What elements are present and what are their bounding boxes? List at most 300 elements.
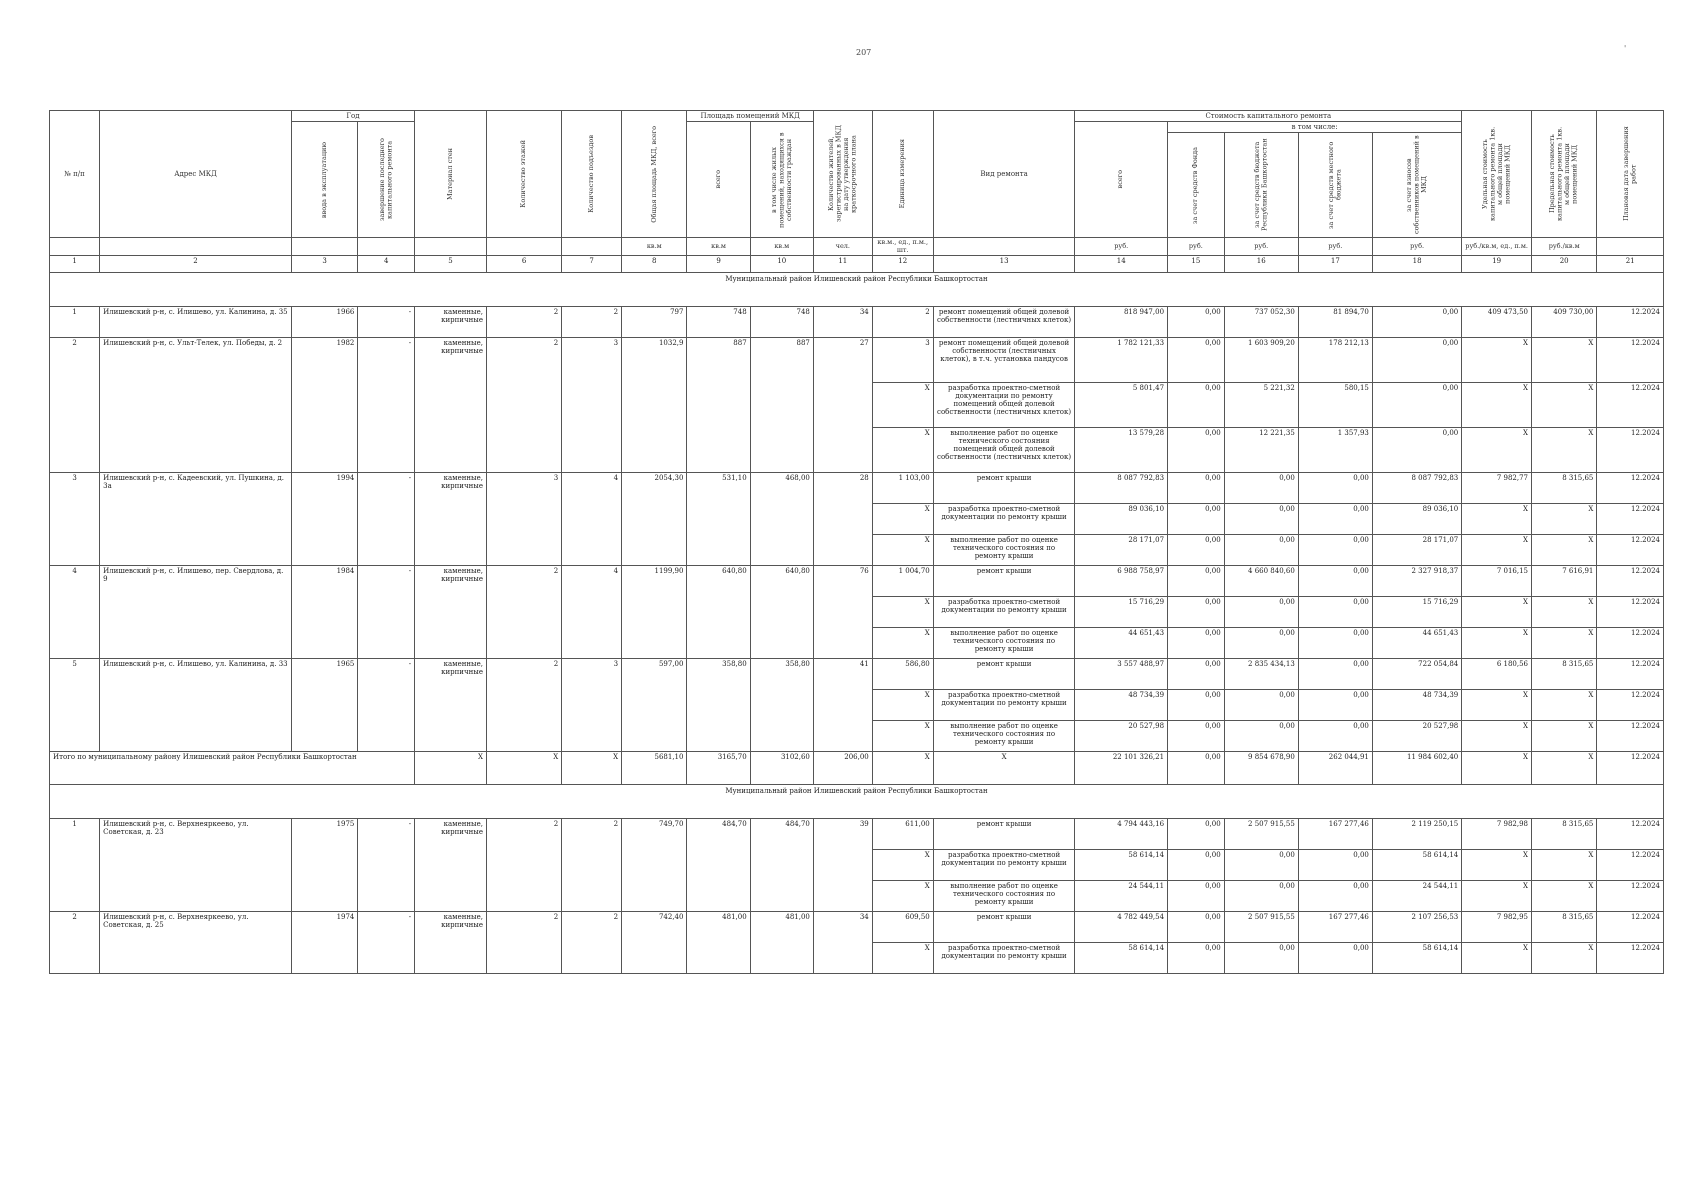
hdr-owners: за счет взносов собственников помещений в МКД [1372, 133, 1461, 238]
unit-label: руб. [1075, 238, 1168, 256]
cost-owners: 11 984 602,40 [1372, 752, 1461, 785]
cost-fund: 0,00 [1168, 912, 1225, 943]
cost-owners: 0,00 [1372, 338, 1461, 383]
repair-kind: ремонт помещений общей долевой собственности (лестничных клеток) [933, 307, 1075, 338]
col-number: 6 [486, 256, 561, 273]
planned-date: 12.2024 [1597, 597, 1664, 628]
col-number: 8 [622, 256, 687, 273]
unit-label: руб. [1224, 238, 1298, 256]
cost-total: 13 579,28 [1075, 428, 1168, 473]
planned-date: 12.2024 [1597, 721, 1664, 752]
unit-label: руб./кв.м [1532, 238, 1597, 256]
commission-year: 1984 [291, 566, 357, 659]
entrances: 3 [562, 338, 622, 473]
hdr-specific-cost: Удельная стоимость капитального ремонта 1кв. м общей площади помещений МКД [1462, 111, 1532, 238]
area-all: 358,80 [687, 659, 750, 752]
area-all: 481,00 [687, 912, 750, 974]
cost-local: 167 277,46 [1298, 912, 1372, 943]
residents: 28 [813, 473, 872, 566]
cost-owners: 2 107 256,53 [1372, 912, 1461, 943]
unit-value: X [872, 383, 933, 428]
cost-republic: 12 221,35 [1224, 428, 1298, 473]
specific-cost: X [1462, 535, 1532, 566]
limit-cost: X [1532, 721, 1597, 752]
cost-local: 0,00 [1298, 690, 1372, 721]
cost-local: 0,00 [1298, 566, 1372, 597]
house-address: Илишевский р-н, с. Верхнеяркеево, ул. Советская, д. 23 [100, 819, 292, 912]
last-repair: - [358, 819, 415, 912]
cost-owners: 58 614,14 [1372, 943, 1461, 974]
repair-kind: ремонт крыши [933, 912, 1075, 943]
hdr-including: в том числе: [1168, 122, 1462, 133]
total-area: 597,00 [622, 659, 687, 752]
hdr-area-private: в том числе жилых помещений, находящихся в собственности граждан [750, 122, 813, 238]
area-all: 3165,70 [687, 752, 750, 785]
repair-kind: ремонт крыши [933, 566, 1075, 597]
planned-date: 12.2024 [1597, 752, 1664, 785]
cost-fund: 0,00 [1168, 850, 1225, 881]
hdr-area-all: всего [687, 122, 750, 238]
cost-fund: 0,00 [1168, 338, 1225, 383]
col-number: 16 [1224, 256, 1298, 273]
wall-material: каменные, кирпичные [415, 659, 487, 752]
specific-cost: 7 982,98 [1462, 819, 1532, 850]
limit-cost: X [1532, 690, 1597, 721]
specific-cost: X [1462, 504, 1532, 535]
cost-total: 44 651,43 [1075, 628, 1168, 659]
cost-fund: 0,00 [1168, 943, 1225, 974]
cost-local: 0,00 [1298, 628, 1372, 659]
house-address: Илишевский р-н, с. Илишево, ул. Калинина, д. 33 [100, 659, 292, 752]
table-row [50, 473, 1664, 504]
cost-owners: 44 651,43 [1372, 628, 1461, 659]
planned-date: 12.2024 [1597, 338, 1664, 383]
unit-value: X [872, 943, 933, 974]
area-private: 358,80 [750, 659, 813, 752]
wall-material: каменные, кирпичные [415, 566, 487, 659]
cost-republic: 2 507 915,55 [1224, 912, 1298, 943]
cost-total: 48 734,39 [1075, 690, 1168, 721]
repair-kind: ремонт крыши [933, 659, 1075, 690]
last-repair: - [358, 912, 415, 974]
area-private: 484,70 [750, 819, 813, 912]
planned-date: 12.2024 [1597, 535, 1664, 566]
floors: 3 [486, 473, 561, 566]
unit-value: X [872, 690, 933, 721]
col-number: 13 [933, 256, 1075, 273]
total-area: 742,40 [622, 912, 687, 974]
unit-label: руб. [1168, 238, 1225, 256]
hdr-limit-cost: Предельная стоимость капитального ремонта 1кв. м общей площади помещений МКД [1532, 111, 1597, 238]
cost-local: 262 044,91 [1298, 752, 1372, 785]
cost-local: 0,00 [1298, 473, 1372, 504]
wall-material: каменные, кирпичные [415, 819, 487, 912]
cost-local: 0,00 [1298, 721, 1372, 752]
cost-total: 58 614,14 [1075, 943, 1168, 974]
residents: 39 [813, 819, 872, 912]
cost-owners: 8 087 792,83 [1372, 473, 1461, 504]
repair-kind: разработка проектно-сметной документации по ремонту помещений общей долевой собственности (лестничных клеток) [933, 383, 1075, 428]
entrances: 3 [562, 659, 622, 752]
unit-value: 611,00 [872, 819, 933, 850]
cost-total: 8 087 792,83 [1075, 473, 1168, 504]
cost-republic: 737 052,30 [1224, 307, 1298, 338]
unit-label: кв.м [750, 238, 813, 256]
total-area: 2054,30 [622, 473, 687, 566]
cost-local: 81 894,70 [1298, 307, 1372, 338]
hdr-cost-total: всего [1075, 122, 1168, 238]
col-number: 3 [291, 256, 357, 273]
units-row [50, 238, 1664, 256]
last-repair: - [358, 566, 415, 659]
cost-owners: 28 171,07 [1372, 535, 1461, 566]
cost-republic: 0,00 [1224, 943, 1298, 974]
col-number: 4 [358, 256, 415, 273]
last-repair: - [358, 338, 415, 473]
repair-kind: разработка проектно-сметной документации по ремонту крыши [933, 597, 1075, 628]
unit-value: X [872, 752, 933, 785]
unit-label: руб. [1372, 238, 1461, 256]
total-area: 749,70 [622, 819, 687, 912]
cost-republic: 2 507 915,55 [1224, 819, 1298, 850]
cost-republic: 2 835 434,13 [1224, 659, 1298, 690]
planned-date: 12.2024 [1597, 850, 1664, 881]
hdr-address: Адрес МКД [100, 111, 292, 238]
specific-cost: X [1462, 428, 1532, 473]
cost-total: 24 544,11 [1075, 881, 1168, 912]
entrances: 4 [562, 566, 622, 659]
floors: 2 [486, 338, 561, 473]
commission-year: 1975 [291, 819, 357, 912]
cost-fund: 0,00 [1168, 881, 1225, 912]
unit-label: кв.м [622, 238, 687, 256]
cost-republic: 9 854 678,90 [1224, 752, 1298, 785]
unit-value: X [872, 535, 933, 566]
row-number: 2 [50, 338, 100, 473]
unit-value: X [872, 721, 933, 752]
cost-total: 818 947,00 [1075, 307, 1168, 338]
house-address: Илишевский р-н, с. Ульт-Телек, ул. Победы, д. 2 [100, 338, 292, 473]
unit-value: X [872, 850, 933, 881]
house-address: Илишевский р-н, с. Верхнеяркеево, ул. Советская, д. 25 [100, 912, 292, 974]
commission-year: 1974 [291, 912, 357, 974]
section-title: Муниципальный район Илишевский район Республики Башкортостан [50, 273, 1664, 307]
repair-kind: выполнение работ по оценке технического состояния помещений общей долевой собственности (лестничных клеток) [933, 428, 1075, 473]
limit-cost: X [1532, 943, 1597, 974]
limit-cost: X [1532, 752, 1597, 785]
cost-fund: 0,00 [1168, 721, 1225, 752]
wall-material: каменные, кирпичные [415, 912, 487, 974]
hdr-residents: Количество жителей, зарегистрированных в МКД на дату утверждения краткосрочного плана [813, 111, 872, 238]
cost-fund: 0,00 [1168, 428, 1225, 473]
planned-date: 12.2024 [1597, 690, 1664, 721]
hdr-area-group: Площадь помещений МКД [687, 111, 813, 122]
col-number: 9 [687, 256, 750, 273]
section-title: Муниципальный район Илишевский район Республики Башкортостан [50, 785, 1664, 819]
total-area: 797 [622, 307, 687, 338]
specific-cost: X [1462, 690, 1532, 721]
cost-republic: 0,00 [1224, 473, 1298, 504]
cost-fund: 0,00 [1168, 690, 1225, 721]
limit-cost: 409 730,00 [1532, 307, 1597, 338]
cost-local: 0,00 [1298, 881, 1372, 912]
cost-fund: 0,00 [1168, 383, 1225, 428]
hdr-republic-budget: за счет средств бюджета Республики Башкортостан [1224, 133, 1298, 238]
repair-kind: разработка проектно-сметной документации по ремонту крыши [933, 690, 1075, 721]
specific-cost: X [1462, 597, 1532, 628]
total-area: 1199,90 [622, 566, 687, 659]
capital-repair-table [49, 110, 1664, 974]
col-number: 11 [813, 256, 872, 273]
cost-local: 0,00 [1298, 659, 1372, 690]
unit-value: X [872, 504, 933, 535]
col-number: 1 [50, 256, 100, 273]
cost-owners: 89 036,10 [1372, 504, 1461, 535]
col-number: 15 [1168, 256, 1225, 273]
row-number: 1 [50, 307, 100, 338]
residents: 27 [813, 338, 872, 473]
total-area: 1032,9 [622, 338, 687, 473]
cost-republic: 4 660 840,60 [1224, 566, 1298, 597]
repair-kind: выполнение работ по оценке технического состояния по ремонту крыши [933, 628, 1075, 659]
cost-total: 1 782 121,33 [1075, 338, 1168, 383]
hdr-year: Год [291, 111, 414, 122]
cost-total: 20 527,98 [1075, 721, 1168, 752]
planned-date: 12.2024 [1597, 659, 1664, 690]
area-all: 640,80 [687, 566, 750, 659]
cost-local: 0,00 [1298, 504, 1372, 535]
commission-year: 1982 [291, 338, 357, 473]
entrances: 4 [562, 473, 622, 566]
cost-owners: 58 614,14 [1372, 850, 1461, 881]
header-row-1 [50, 111, 1664, 122]
area-private: 748 [750, 307, 813, 338]
cost-local: 0,00 [1298, 850, 1372, 881]
table-row [50, 819, 1664, 850]
total-row [50, 752, 1664, 785]
limit-cost: X [1532, 597, 1597, 628]
residents: 206,00 [813, 752, 872, 785]
house-address: Илишевский р-н, с. Илишево, пер. Свердлова, д. 9 [100, 566, 292, 659]
hdr-floors: Количество этажей [486, 111, 561, 238]
specific-cost: X [1462, 850, 1532, 881]
unit-label: руб. [1298, 238, 1372, 256]
entrances: 2 [562, 307, 622, 338]
limit-cost: X [1532, 383, 1597, 428]
col-number: 20 [1532, 256, 1597, 273]
specific-cost: X [1462, 943, 1532, 974]
floors: 2 [486, 307, 561, 338]
floors: 2 [486, 819, 561, 912]
cost-total: 22 101 326,21 [1075, 752, 1168, 785]
planned-date: 12.2024 [1597, 819, 1664, 850]
cost-fund: 0,00 [1168, 597, 1225, 628]
last-repair: - [358, 307, 415, 338]
hdr-local-budget: за счет средств местного бюджета [1298, 133, 1372, 238]
cost-total: 3 557 488,97 [1075, 659, 1168, 690]
residents: 34 [813, 912, 872, 974]
specific-cost: 409 473,50 [1462, 307, 1532, 338]
specific-cost: X [1462, 383, 1532, 428]
row-number: 4 [50, 566, 100, 659]
limit-cost: 8 315,65 [1532, 819, 1597, 850]
repair-kind: разработка проектно-сметной документации по ремонту крыши [933, 504, 1075, 535]
repair-kind: выполнение работ по оценке технического состояния по ремонту крыши [933, 721, 1075, 752]
planned-date: 12.2024 [1597, 473, 1664, 504]
table-row [50, 307, 1664, 338]
page-number: 207 [856, 48, 872, 57]
cost-republic: 0,00 [1224, 504, 1298, 535]
cost-owners: 20 527,98 [1372, 721, 1461, 752]
area-private: 481,00 [750, 912, 813, 974]
residents: 41 [813, 659, 872, 752]
hdr-num: № п/п [50, 111, 100, 238]
total-area: 5681,10 [622, 752, 687, 785]
row-number: 1 [50, 819, 100, 912]
planned-date: 12.2024 [1597, 307, 1664, 338]
table-row [50, 912, 1664, 943]
limit-cost: X [1532, 535, 1597, 566]
commission-year: 1966 [291, 307, 357, 338]
cost-fund: 0,00 [1168, 659, 1225, 690]
section-row [50, 273, 1664, 307]
column-numbers-row [50, 256, 1664, 273]
planned-date: 12.2024 [1597, 504, 1664, 535]
col-number: 21 [1597, 256, 1664, 273]
specific-cost: X [1462, 721, 1532, 752]
hdr-commission-year: ввода в эксплуатацию [291, 122, 357, 238]
col-number: 5 [415, 256, 487, 273]
cost-total: 6 988 758,97 [1075, 566, 1168, 597]
unit-value: 2 [872, 307, 933, 338]
repair-kind: ремонт крыши [933, 819, 1075, 850]
residents: 76 [813, 566, 872, 659]
cost-fund: 0,00 [1168, 752, 1225, 785]
house-address: Илишевский р-н, с. Кадеевский, ул. Пушкина, д. 3а [100, 473, 292, 566]
repair-kind: разработка проектно-сметной документации по ремонту крыши [933, 943, 1075, 974]
planned-date: 12.2024 [1597, 428, 1664, 473]
planned-date: 12.2024 [1597, 881, 1664, 912]
floors: 2 [486, 566, 561, 659]
specific-cost: 7 016,15 [1462, 566, 1532, 597]
limit-cost: X [1532, 428, 1597, 473]
limit-cost: X [1532, 628, 1597, 659]
table-row [50, 659, 1664, 690]
unit-label: руб./кв.м, ед., п.м. [1462, 238, 1532, 256]
last-repair: - [358, 473, 415, 566]
cost-republic: 1 603 909,20 [1224, 338, 1298, 383]
residents: 34 [813, 307, 872, 338]
cost-owners: 48 734,39 [1372, 690, 1461, 721]
hdr-total-area: Общая площадь МКД, всего [622, 111, 687, 238]
area-private: 468,00 [750, 473, 813, 566]
corner-mark: ' [1624, 44, 1627, 53]
limit-cost: X [1532, 881, 1597, 912]
repair-kind: ремонт помещений общей долевой собственности (лестничных клеток), в т.ч. установка пандусов [933, 338, 1075, 383]
repair-kind: ремонт крыши [933, 473, 1075, 504]
commission-year: 1994 [291, 473, 357, 566]
unit-value: X [872, 597, 933, 628]
cost-total: 28 171,07 [1075, 535, 1168, 566]
cost-republic: 0,00 [1224, 690, 1298, 721]
cost-owners: 15 716,29 [1372, 597, 1461, 628]
table-row [50, 338, 1664, 383]
hdr-last-repair: завершение последнего капитального ремонта [358, 122, 415, 238]
cost-local: 0,00 [1298, 943, 1372, 974]
cost-local: 1 357,93 [1298, 428, 1372, 473]
planned-date: 12.2024 [1597, 566, 1664, 597]
row-number: 3 [50, 473, 100, 566]
specific-cost: X [1462, 752, 1532, 785]
cost-republic: 0,00 [1224, 850, 1298, 881]
commission-year: 1965 [291, 659, 357, 752]
wall-material: X [415, 752, 487, 785]
area-all: 887 [687, 338, 750, 473]
unit-value: 609,50 [872, 912, 933, 943]
specific-cost: X [1462, 338, 1532, 383]
planned-date: 12.2024 [1597, 383, 1664, 428]
floors: 2 [486, 659, 561, 752]
specific-cost: 6 180,56 [1462, 659, 1532, 690]
limit-cost: 8 315,65 [1532, 473, 1597, 504]
cost-fund: 0,00 [1168, 566, 1225, 597]
cost-owners: 0,00 [1372, 383, 1461, 428]
cost-local: 167 277,46 [1298, 819, 1372, 850]
cost-owners: 0,00 [1372, 307, 1461, 338]
specific-cost: 7 982,95 [1462, 912, 1532, 943]
cost-republic: 0,00 [1224, 721, 1298, 752]
cost-total: 5 801,47 [1075, 383, 1168, 428]
unit-value: 1 004,70 [872, 566, 933, 597]
unit-label: кв.м [687, 238, 750, 256]
cost-fund: 0,00 [1168, 473, 1225, 504]
planned-date: 12.2024 [1597, 628, 1664, 659]
cost-fund: 0,00 [1168, 504, 1225, 535]
total-label: Итого по муниципальному району Илишевский район Республики Башкортостан [50, 752, 415, 785]
cost-owners: 0,00 [1372, 428, 1461, 473]
unit-value: X [872, 628, 933, 659]
planned-date: 12.2024 [1597, 943, 1664, 974]
floors: X [486, 752, 561, 785]
floors: 2 [486, 912, 561, 974]
hdr-walls: Материал стен [415, 111, 487, 238]
area-private: 887 [750, 338, 813, 473]
unit-label: чел. [813, 238, 872, 256]
cost-owners: 24 544,11 [1372, 881, 1461, 912]
col-number: 2 [100, 256, 292, 273]
entrances: X [562, 752, 622, 785]
limit-cost: X [1532, 338, 1597, 383]
area-all: 484,70 [687, 819, 750, 912]
limit-cost: 8 315,65 [1532, 659, 1597, 690]
unit-value: X [872, 881, 933, 912]
cost-owners: 2 327 918,37 [1372, 566, 1461, 597]
wall-material: каменные, кирпичные [415, 338, 487, 473]
unit-value: 586,80 [872, 659, 933, 690]
cost-fund: 0,00 [1168, 535, 1225, 566]
cost-local: 178 212,13 [1298, 338, 1372, 383]
cost-republic: 0,00 [1224, 881, 1298, 912]
unit-value: 1 103,00 [872, 473, 933, 504]
col-number: 7 [562, 256, 622, 273]
hdr-planned-date: Плановая дата завершения работ [1597, 111, 1664, 238]
cost-local: 0,00 [1298, 597, 1372, 628]
cost-total: 89 036,10 [1075, 504, 1168, 535]
area-private: 3102,60 [750, 752, 813, 785]
section-row [50, 785, 1664, 819]
repair-kind: разработка проектно-сметной документации по ремонту крыши [933, 850, 1075, 881]
hdr-unit: Единица измерения [872, 111, 933, 238]
